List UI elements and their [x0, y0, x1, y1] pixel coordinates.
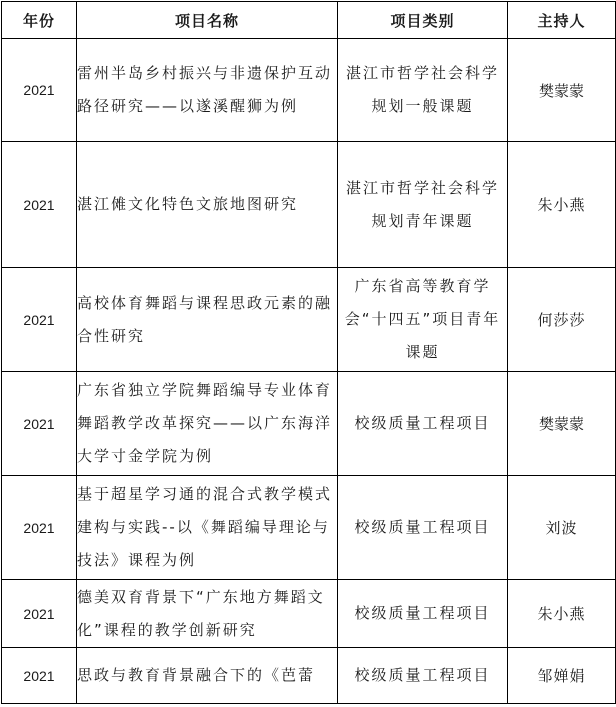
cell-year: 2021	[2, 648, 77, 704]
projects-table	[1, 1, 616, 704]
cell-project-category: 校级质量工程项目	[338, 580, 508, 648]
cell-project-name: 高校体育舞蹈与课程思政元素的融合性研究	[77, 268, 338, 372]
cell-project-category: 校级质量工程项目	[338, 476, 508, 580]
cell-year: 2021	[2, 142, 77, 268]
cell-project-category: 湛江市哲学社会科学规划青年课题	[338, 142, 508, 268]
table-row	[2, 580, 616, 648]
header-row	[2, 2, 616, 39]
cell-project-category: 广东省高等教育学会“十四五”项目青年课题	[338, 268, 508, 372]
cell-project-category: 校级质量工程项目	[338, 372, 508, 476]
table-row	[2, 648, 616, 704]
cell-project-name: 雷州半岛乡村振兴与非遗保护互动路径研究——以遂溪醒狮为例	[77, 39, 338, 142]
cell-year: 2021	[2, 580, 77, 648]
header-project-name: 项目名称	[77, 2, 338, 39]
cell-project-name	[77, 648, 338, 704]
cell-host: 刘波	[508, 476, 616, 580]
cell-project-name: 湛江傩文化特色文旅地图研究	[77, 142, 338, 268]
header-project-category: 项目类别	[338, 2, 508, 39]
cell-host: 朱小燕	[508, 142, 616, 268]
table-row	[2, 476, 616, 580]
cell-host: 樊蒙蒙	[508, 372, 616, 476]
table-row	[2, 372, 616, 476]
table-row	[2, 39, 616, 142]
cell-host: 朱小燕	[508, 580, 616, 648]
cell-project-name: 德美双育背景下“广东地方舞蹈文化”课程的教学创新研究	[77, 580, 338, 648]
cell-host: 樊蒙蒙	[508, 39, 616, 142]
cell-year: 2021	[2, 476, 77, 580]
cell-project-category: 湛江市哲学社会科学规划一般课题	[338, 39, 508, 142]
cell-year: 2021	[2, 39, 77, 142]
cell-project-name: 基于超星学习通的混合式教学模式建构与实践--以《舞蹈编导理论与技法》课程为例	[77, 476, 338, 580]
cell-project-category: 校级质量工程项目	[338, 648, 508, 704]
cell-year: 2021	[2, 268, 77, 372]
table-row	[2, 142, 616, 268]
cell-host: 邹婵娟	[508, 648, 616, 704]
cell-project-name-text: 思政与教育背景融合下的《芭蕾	[77, 666, 316, 684]
table-row	[2, 268, 616, 372]
header-host: 主持人	[508, 2, 616, 39]
cell-year: 2021	[2, 372, 77, 476]
cell-project-name: 广东省独立学院舞蹈编导专业体育舞蹈教学改革探究——以广东海洋大学寸金学院为例	[77, 372, 338, 476]
header-year: 年份	[2, 2, 77, 39]
cell-host: 何莎莎	[508, 268, 616, 372]
